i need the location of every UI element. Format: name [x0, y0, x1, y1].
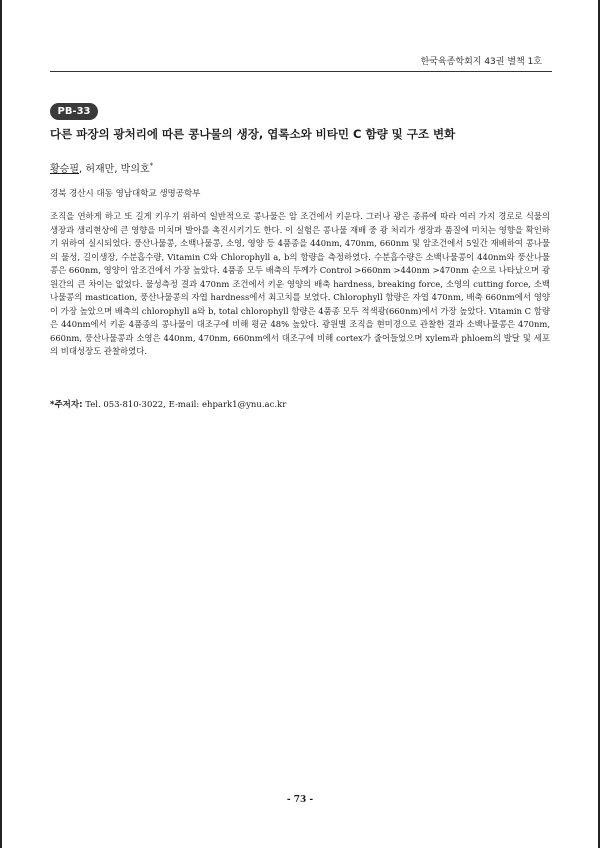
header-rule: [50, 71, 552, 72]
affiliation: 경북 경산시 대동 영남대학교 생명공학부: [50, 189, 201, 199]
contact-info: [50, 398, 286, 410]
journal-running-head: 한국육종학회지 43권 별책 1호: [420, 57, 542, 67]
first-author: 황승필: [50, 164, 79, 175]
corresponding-mark: *: [149, 161, 154, 170]
author-list: [50, 160, 153, 175]
abstract-title: 다른 파장의 광처리에 따른 콩나물의 생장, 엽록소와 비타민 C 함량 및 구조 변화: [50, 127, 456, 141]
contact-details: Tel. 053-810-3022, E-mail: ehpark1@ynu.ac.kr: [85, 400, 287, 410]
page-number: - 73 -: [286, 795, 314, 805]
co-authors: , 허재만, 박의호: [78, 164, 150, 175]
abstract-body: 조직을 연하게 하고 또 길게 키우기 위하여 일반적으로 콩나물은 암 조건에서 키운다. 그러나 광은 종류에 따라 여러 가지 경로로 식물의 생장과 생리현상에 큰 영향을 미치며 발아를 촉진시키기도 한다. 이 실험은 콩나물 재배 중 광 처리가 생장과 품질에 미치는 영향을 확인하기 위하여 실시되었다. 풍산나물콩, 소백나물콩, 소영, 영양 등 4품종을 440nm, 470nm, 660nm 및 암조건에서 5일간 재배하여 콩나물의 물성, 길이생장, 수분흡수량, Vitamin C와 Chlorophyll a, b의 함량을 측정하였다. 수분흡수량은 소백나물콩이 440nm와 풍산나물콩은 660nm, 영양이 암조건에서 가장 높았다. 4품종 모두 배축의 두께가 Control >660nm >440nm >470nm 순으로 나타났으며 광원간의 큰 차이는 없었다. 물성측정 결과 470nm 조건에서 키운 영양의 배축 hardness, breaking force, 소영의 cutting force, 소백나물콩의 mastication, 풍산나물콩의 자엽 hardness에서 최고치를 보였다. Chlorophyll 함량은 자엽 470nm, 배축 660nm에서 영양이 가장 높았으며 배축의 chlorophyll a와 b, total chlorophyll 함량은 4품종 모두 적색광(660nm)에서 가장 높았다. Vitamin C 함량은 440nm에서 키운 4품종의 콩나물이 대조구에 비해 평균 48% 높았다. 광원별 조직을 현미경으로 관찰한 결과 소백나물콩은 470nm, 660nm, 풍산나물콩과 소영은 440nm, 470nm, 660nm에서 대조구에 비해 cortex가 줄어들었으며 xylem과 phloem의 발달 및 세포의 비대성장도 관찰하였다.: [50, 211, 550, 356]
abstract-id-badge: PB-33: [50, 103, 98, 120]
scan-border-left: [0, 0, 2, 848]
contact-label: *주저자:: [50, 400, 83, 410]
